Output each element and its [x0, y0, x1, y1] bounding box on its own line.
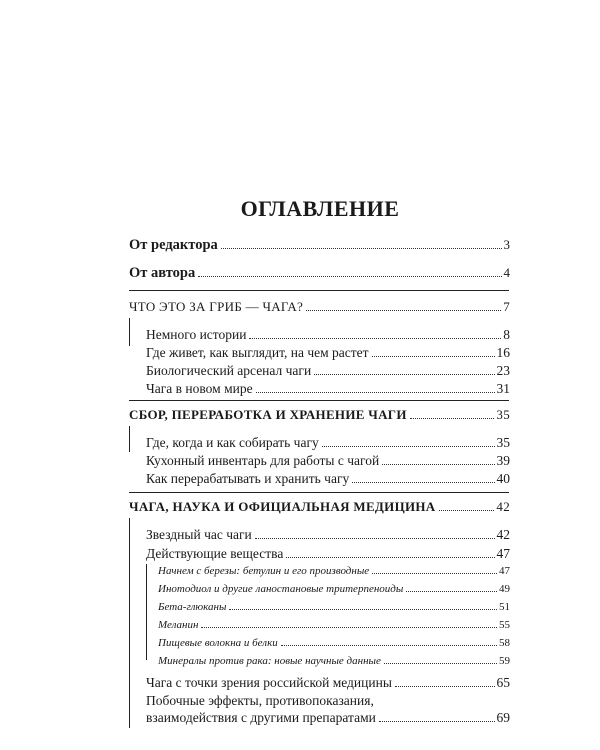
toc-entry-page: 31: [496, 381, 510, 396]
dot-leader: [372, 356, 495, 357]
toc-entry-label: Как перерабатывать и хранить чагу: [146, 471, 350, 486]
toc-entry-page: 42: [496, 527, 510, 542]
dot-leader: [406, 591, 497, 592]
toc-entry-page: 35: [496, 435, 510, 450]
toc-entry-page: 23: [496, 363, 510, 378]
toc-entry-label: Чага в новом мире: [146, 381, 253, 396]
dot-leader: [201, 627, 497, 628]
toc-subentry[interactable]: [158, 616, 510, 634]
toc-entry-page: 49: [499, 583, 510, 595]
toc-entry-label: Где живет, как выглядит, на чем растет: [146, 345, 369, 360]
toc-entry-label: Бета-глюканы: [158, 601, 227, 613]
toc-section-label: ЧАГА, НАУКА И ОФИЦИАЛЬНАЯ МЕДИЦИНА: [129, 499, 436, 514]
toc-entry-label: Действующие вещества: [146, 546, 284, 561]
toc-entry-page: 65: [496, 675, 510, 690]
toc-entry-multiline-first[interactable]: [146, 693, 374, 709]
toc-entry[interactable]: [146, 380, 510, 398]
dot-leader: [439, 510, 495, 511]
toc-entry-page: 39: [496, 453, 510, 468]
dot-leader: [382, 464, 494, 465]
toc-entry-page: 40: [496, 471, 510, 486]
toc-entry-label: От автора: [129, 265, 196, 281]
dot-leader: [352, 482, 494, 483]
toc-subentry[interactable]: [158, 580, 510, 598]
toc-entry-label: Начнем с березы: бетулин и его производные: [158, 565, 370, 577]
toc-entry-label: Побочные эффекты, противопоказания,: [146, 693, 374, 708]
toc-entry-page: 4: [503, 265, 510, 280]
toc-subentry[interactable]: [158, 562, 510, 580]
toc-entry-editor[interactable]: [129, 236, 510, 254]
toc-entry-page: 58: [499, 637, 510, 649]
toc-entry-label: Звездный час чаги: [146, 527, 252, 542]
toc-subentry[interactable]: [158, 652, 510, 670]
divider: [129, 492, 509, 493]
toc-entry[interactable]: [146, 434, 510, 452]
toc-subentry[interactable]: [158, 598, 510, 616]
toc-entry-label: Инотодиол и другие ланостановые тритерпеноиды: [158, 583, 404, 595]
toc-entry-page: 69: [496, 710, 510, 725]
toc-entry-page: 3: [503, 237, 510, 252]
toc-section-label: ЧТО ЭТО ЗА ГРИБ — ЧАГА?: [129, 299, 304, 314]
toc-entry-label: Чага с точки зрения российской медицины: [146, 675, 392, 690]
toc-entry[interactable]: [146, 526, 510, 544]
dot-leader: [256, 392, 495, 393]
toc-entry-page: 35: [496, 407, 510, 422]
toc-entry-page: 8: [503, 327, 510, 342]
dot-leader: [379, 721, 495, 722]
toc-entry[interactable]: [146, 674, 510, 692]
toc-section-3[interactable]: [129, 498, 510, 516]
toc-entry[interactable]: [146, 344, 510, 362]
toc-entry-label: Кухонный инвентарь для работы с чагой: [146, 453, 380, 468]
toc-entry-label: Минералы против рака: новые научные данные: [158, 655, 381, 667]
page-title: ОГЛАВЛЕНИЕ: [240, 196, 400, 221]
dot-leader: [372, 573, 497, 574]
toc-entry-label: Биологический арсенал чаги: [146, 363, 312, 378]
toc-entry-author[interactable]: [129, 264, 510, 282]
dot-leader: [221, 248, 502, 249]
toc-entry-page: 16: [496, 345, 510, 360]
toc-entry-page: 7: [503, 299, 510, 314]
toc-subentry[interactable]: [158, 634, 510, 652]
toc-section-label: СБОР, ПЕРЕРАБОТКА И ХРАНЕНИЕ ЧАГИ: [129, 407, 407, 422]
section-bracket: [129, 318, 130, 346]
toc-entry-label: Пищевые волокна и белки: [158, 637, 278, 649]
subsection-bracket: [146, 564, 147, 660]
dot-leader: [384, 663, 497, 664]
dot-leader: [281, 645, 497, 646]
toc-entry[interactable]: [146, 709, 510, 727]
dot-leader: [306, 310, 501, 311]
toc-entry-page: 47: [499, 565, 510, 577]
toc-entry-label: Немного истории: [146, 327, 247, 342]
toc-entry-page: 55: [499, 619, 510, 631]
toc-entry-page: 59: [499, 655, 510, 667]
toc-section-1[interactable]: [129, 298, 510, 316]
toc-entry-label: Где, когда и как собирать чагу: [146, 435, 319, 450]
toc-entry[interactable]: [146, 470, 510, 488]
divider: [129, 400, 509, 401]
toc-entry[interactable]: [146, 545, 510, 563]
toc-entry-page: 51: [499, 601, 510, 613]
toc-entry-page: 42: [496, 499, 510, 514]
divider: [129, 290, 509, 291]
dot-leader: [286, 557, 494, 558]
dot-leader: [255, 538, 495, 539]
toc-entry[interactable]: [146, 326, 510, 344]
dot-leader: [249, 338, 501, 339]
toc-entry-page: 47: [496, 546, 510, 561]
toc-section-2[interactable]: [129, 406, 510, 424]
toc-entry-label: Меланин: [158, 619, 199, 631]
toc-entry-label: От редактора: [129, 237, 218, 253]
dot-leader: [314, 374, 494, 375]
dot-leader: [229, 609, 497, 610]
section-bracket: [129, 518, 130, 728]
section-bracket: [129, 426, 130, 452]
dot-leader: [395, 686, 495, 687]
dot-leader: [198, 276, 501, 277]
toc-entry[interactable]: [146, 362, 510, 380]
dot-leader: [322, 446, 495, 447]
toc-entry-label: взаимодействия с другими препаратами: [146, 710, 376, 725]
toc-entry[interactable]: [146, 452, 510, 470]
dot-leader: [410, 418, 495, 419]
